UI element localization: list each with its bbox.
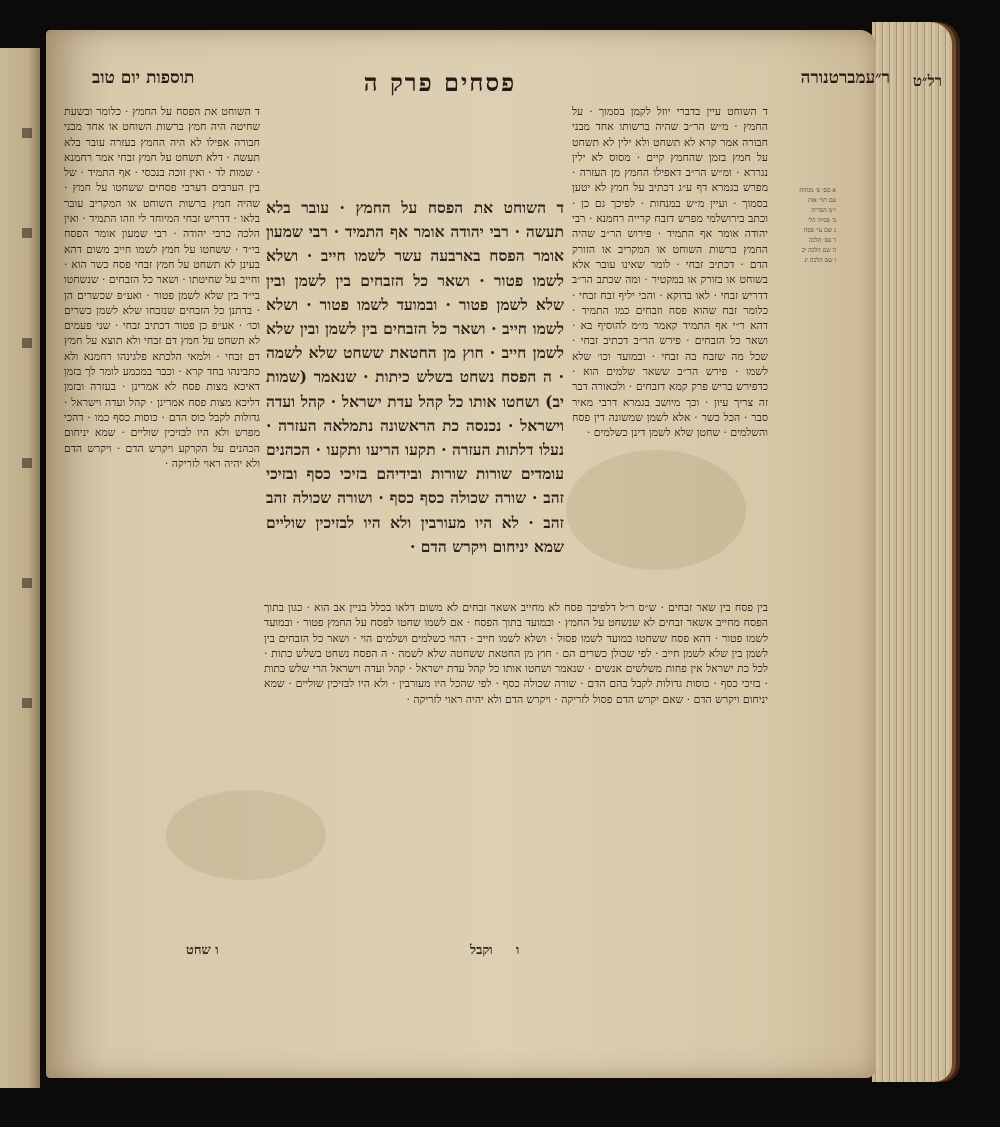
- margin-note: ה שם הלכה יב: [801, 247, 836, 254]
- margin-note: א סם׳ פ׳ מנחות: [799, 187, 836, 194]
- bartenura-bottom-text: בין פסח בין שאר זבחים · ש״ס ר״ל דלפיכך פסח לא מחייב אשאר זבחים לא משום דלאו בכלל בניין אב הוא · כגון בתוך הפסח מחייב אשאר זבחים לא שנשחט על החמץ · ובמועד בתוך הפסח · אם לשמו שחטו לפסח על החמץ פטור · ובמועד לשמו פטור · דהא פסח ששחטו במועד לשמו פסול · ושלא לשמו חייב · דהוי כשלמים ושלמים הוי · ושאר כל הזבחים בין לשמן בין שלא לשמן חייב · לפי שכולן כשרים הם · חוץ מן החטאת ששחטה שלא לשמה · ה הפסח נשחט בשלש כתות · לכל כת ישראל אין פחות משלשים אנשים · שנאמר ושחטו אותו כל קהל עדת ישראל · קהל ועדה וישראל הרי שלש כתות · בזיכי כסף · כוסות גדולות לקבל בהם הדם · שורה שכולה כסף · לפי שהכל היו מעורבין · ולא היו לבזיכין שוליים · שמא יניחום ויקרש הדם · שאם יקרש הדם פסול לזריקה · ויקרש הדם ולא יהיה ראוי לזריקה ·: [264, 601, 768, 706]
- running-title-left: תוספות יום טוב: [92, 68, 195, 88]
- mishnah-text: ד השוחט את הפסח על החמץ · עובר בלא תעשה · רבי יהודה אומר אף התמיד · רבי שמעון אומר הפסח בארבעה עשר לשמו חייב · ושלא לשמו פטור · ושאר כל הזבחים בין לשמן ובין שלא לשמן פטור · ובמועד לשמו פטור · ושלא לשמו חייב · ושאר כל הזבחים בין לשמן ובין שלא לשמן חייב · חוץ מן החטאת ששחט שלא לשמה · ה הפסח נשחט בשלש כיתות · שנאמר (שמות יב) ושחטו אותו כל קהל עדת ישראל · קהל ועדה וישראל · נכנסה כת הראשונה נתמלאה העזרה · נעלו דלתות העזרה · תקעו הריעו ותקעו · הכהנים עומדים שורות שורות ובידיהם בזיכי כסף ובזיכי זהב · שורה שכולה כסף כסף · ושורה שכולה זהב זהב · לא היו מעורבין ולא היו לבזיכין שוליים שמא יניחום ויקרש הדם ·: [266, 198, 564, 556]
- tosafot-yom-tov-commentary: [64, 104, 260, 934]
- ink-mark: [22, 338, 32, 348]
- margin-note: ו שם הלכה יג: [804, 257, 836, 264]
- catchword-left: ו שחט: [186, 943, 219, 958]
- folio-number: רל״ט: [912, 72, 942, 90]
- catchword-right: וקבל: [470, 943, 493, 958]
- margin-note: ו״מ הפר״ח: [811, 207, 836, 214]
- running-header: [80, 68, 890, 98]
- ink-mark: [22, 458, 32, 468]
- margin-note: עם תוי׳ אות: [808, 197, 836, 204]
- ink-mark: [22, 578, 32, 588]
- bartenura-commentary-bottom: [264, 600, 768, 938]
- margin-references: [776, 186, 836, 266]
- ink-mark: [22, 698, 32, 708]
- margin-note: ב׳ פס״ה הל׳: [807, 217, 836, 224]
- ink-mark: [22, 128, 32, 138]
- bartenura-text: ד השוחט עיין בדברי יוזל לקמן בסמוך · על החמץ · מ״ש הר״ב שהיה ברשותו אחד מבני חבורה אמר קרא לא תשחט ולא ילין לא תשחט על חמץ בזמן שהחמץ קיים · מסוס לא ילין נגררא · ומ״ש הר״ב דאפילו החמץ מן העזרה · מפרש בגמרא דף ע״ג דכתיב על חמץ לא יטען בסמוך · ועיין מ״ש במנחות · לפיכך גם כן · וכתב בירושלמי מפרש דזבח קרייה רחמנא · רבי יהודה אומר אף התמיד · פירוש הר״ב שהיה החמץ ברשות השוחט או המקריב או הזורק הדם · דכתיב זבחי · לומר שאינו עובר אלא בשוחט או בזורק או במקטיר · ומה שכתב הר״ב דדריש זבחי · לאו בדוקא · והכי יליף זבח זבחי · כלומר זבח שהוא פסח וזבחים כמו התמיד · דהא ר״י אף התמיד קאמר מ״מ להוסיף בא · ושאר כל הזבחים · פירש הר״ב דכתיב זבחי · שכל מה שזבח בה זבחי · ובמועד וכו׳ שלא לשמו · פירש הר״ב ששאר שלמים הוא · כדפירש בריש פרק קמא דזבחים · ולכאורה דבר זה צריך עיון · וכך מיושב בגמרא דרבי מאיר סבר · הכל כשר · אלא לשמן שמשונה דין פסח והשלמים · שחטן שלא לשמן דינן כשלמים ·: [572, 105, 768, 440]
- bartenura-commentary: [572, 104, 768, 594]
- mishnah-text-block: [266, 196, 564, 588]
- page-stack-edge: [872, 22, 952, 1082]
- margin-note: ג שם עי׳ פסח: [803, 227, 836, 234]
- tosafot-text: ד השוחט את הפסח על החמץ · כלומר ובשעת שחיטה היה חמץ ברשות השוחט או אחד מבני חבורה אפילו לא היה החמץ בעזרה עובר בלא תעשה · דלא תשחט על חמץ זבחי אמר רחמנא · שמות לד · ואין זוכה בנכסי · אף התמיד · של בין הערבים דערבי פסחים ששחטו על חמץ · שהיה חמץ ברשות השוחט או המקריב עובר בלאו · דדריש זבחי המיוחד לי וזהו התמיד · ואין הלכה כרבי יהודה · רבי שמעון אומר הפסח בי״ד · ששחטו על חמץ לשמו חייב משום דהא בעינן לא תשחט על חמץ זבחי פסח כשר הוא · וחייב על שחיטתו · ושאר כל הזבחים · שנשחטו בי״ד בין שלא לשמן פטור · ואע״פ שכשרים הן · בדתנן כל הזבחים שנזבחו שלא לשמן כשרים וכו׳ · אע״פ כן פטור דכתיב זבחי · שני פעמים לא תשחט על חמץ דם זבחי ולא תוצא על חמץ דם זבחי · ולמאי הלכתא פלגינהו רחמנא ולא כתבינהו בחד קרא · וכבר במכמע לומר לך בזמן דאיכא מצות פסח לא אמרינן · בעזרה ובזמן דליכא מצות פסח אמרינן · קהל ועדה וישראל · גדולות לקבל כוס הדם · כוסות כסף כמו · דהכי מפרש ולא היו לבזיכין שוליים · שמא יניחום הכהנים על הקרקע ויקרש הדם · ויקרש הדם ולא יהיה ראוי לזריקה ·: [64, 105, 260, 470]
- margin-note: ד פס׳ הלכה: [808, 237, 836, 244]
- running-title-right: ר״עמברטנורה: [800, 68, 890, 88]
- facing-page-edge: [0, 48, 40, 1088]
- catchword-mid: ו: [516, 943, 520, 958]
- ink-mark: [22, 228, 32, 238]
- running-title-center: פסחים פרק ה: [363, 68, 517, 97]
